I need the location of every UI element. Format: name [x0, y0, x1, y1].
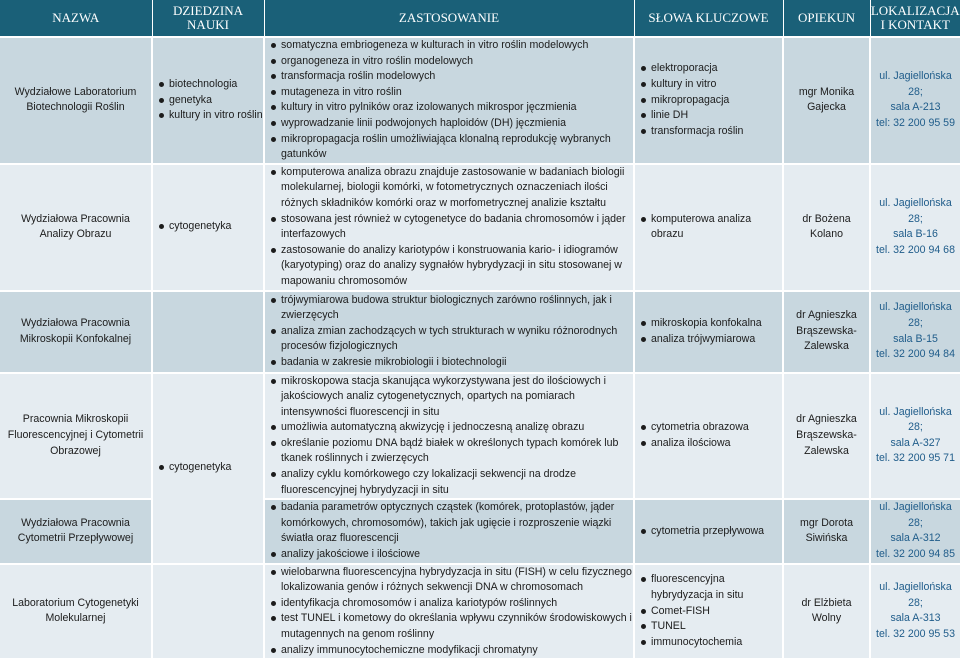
- lab-domains: [152, 373, 264, 564]
- keyword-item: analiza ilościowa: [641, 436, 782, 452]
- keyword-item: linie DH: [641, 108, 782, 124]
- domain-item: biotechnologia: [159, 77, 263, 93]
- location-address: ul. Jagiellońska 28;: [879, 501, 952, 529]
- keyword-item: TUNEL: [641, 619, 782, 635]
- header-location: LOKALIZACJA I KONTAKT: [870, 0, 960, 37]
- use-item: wielobarwna fluorescencyjna hybrydyzacja in situ (FISH) w celu fizycznego lokalizowania genów i różnych sekwencji DNA w chromosomach: [271, 565, 633, 596]
- header-supervisor: OPIEKUN: [783, 0, 870, 37]
- keyword-item: fluorescencyjna hybrydyzacja in situ: [641, 572, 782, 603]
- lab-name: Pracownia Mikroskopii Fluorescencyjnej i Cytometrii Obrazowej: [0, 373, 152, 500]
- lab-name: Laboratorium Cytogenetyki Molekularnej: [0, 564, 152, 660]
- use-item: kultury in vitro pylników oraz izolowanych mikrospor jęczmienia: [271, 100, 633, 116]
- table-row: [0, 564, 960, 660]
- location-phone: tel. 32 200 94 85: [876, 548, 955, 561]
- table-row: [0, 164, 960, 291]
- keyword-item: cytometria przepływowa: [641, 524, 782, 540]
- header-keywords: SŁOWA KLUCZOWE: [634, 0, 783, 37]
- lab-uses: [264, 164, 634, 291]
- keyword-item: mikropropagacja: [641, 93, 782, 109]
- lab-keywords: [634, 564, 783, 660]
- location-phone: tel. 32 200 94 84: [876, 348, 955, 361]
- header-uses: ZASTOSOWANIE: [264, 0, 634, 37]
- use-item: analizy jakościowe i ilościowe: [271, 547, 633, 563]
- domain-item: kultury in vitro roślin: [159, 108, 263, 124]
- header-domain: DZIEDZINA NAUKI: [152, 0, 264, 37]
- use-item: mikropropagacja roślin umożliwiająca klonalną reprodukcję wybranych gatunków: [271, 132, 633, 163]
- use-item: mutageneza in vitro roślin: [271, 85, 633, 101]
- lab-domains: [152, 291, 264, 373]
- location-room: sala A-312: [890, 532, 941, 545]
- use-item: zastosowanie do analizy kariotypów i konstruowania kario- i idiogramów (karyotyping) oraz do analizy sygnałów hybrydyzacji in situ stosowanej w mapowaniu chromosomów: [271, 243, 633, 290]
- use-item: identyfikacja chromosomów i analiza kariotypów roślinnych: [271, 596, 633, 612]
- lab-domains: [152, 164, 264, 291]
- domain-item: cytogenetyka: [159, 219, 263, 235]
- lab-keywords: [634, 37, 783, 164]
- location-phone: tel. 32 200 95 53: [876, 628, 955, 640]
- location-phone: tel: 32 200 95 59: [876, 116, 955, 129]
- keyword-item: transformacja roślin: [641, 124, 782, 140]
- domain-item: genetyka: [159, 93, 263, 109]
- lab-name: Wydziałowe Laboratorium Biotechnologii Roślin: [0, 37, 152, 164]
- use-item: transformacja roślin modelowych: [271, 69, 633, 85]
- location-room: sala A-313: [890, 612, 941, 625]
- lab-domains: [152, 37, 264, 164]
- lab-name: Wydziałowa Pracownia Analizy Obrazu: [0, 164, 152, 291]
- location-room: sala B-16: [893, 228, 938, 241]
- location-phone: tel. 32 200 95 71: [876, 452, 955, 465]
- use-item: organogeneza in vitro roślin modelowych: [271, 54, 633, 70]
- lab-keywords: [634, 373, 783, 500]
- lab-location: [870, 291, 960, 373]
- lab-supervisor: mgr Monika Gajecka: [783, 37, 870, 164]
- location-address: ul. Jagiellońska 28;: [879, 70, 952, 98]
- lab-uses: [264, 373, 634, 500]
- keyword-item: analiza trójwymiarowa: [641, 332, 782, 348]
- location-phone: tel. 32 200 94 68: [876, 243, 955, 256]
- location-address: ul. Jagiellońska 28;: [879, 581, 952, 609]
- use-item: analiza zmian zachodzących w tych strukturach w wyniku różnorodnych procesów fizjologicznych: [271, 324, 633, 355]
- lab-keywords: [634, 499, 783, 563]
- use-item: określanie poziomu DNA bądź białek w określonych typach komórek lub tkanek roślinnych i zwierzęcych: [271, 436, 633, 467]
- keyword-item: cytometria obrazowa: [641, 420, 782, 436]
- lab-keywords: [634, 291, 783, 373]
- header-row: [0, 0, 960, 37]
- location-room: sala B-15: [893, 332, 938, 345]
- keyword-item: kultury in vitro: [641, 77, 782, 93]
- use-item: mikroskopowa stacja skanująca wykorzystywana jest do ilościowych i jakościowych analiz cytogenetycznych, opartych na pomiarach intensywności fluorescencji in situ: [271, 374, 633, 421]
- use-item: stosowana jest również w cytogenetyce do badania chromosomów i jąder interfazowych: [271, 212, 633, 243]
- lab-domains: [152, 564, 264, 660]
- table-row: [0, 499, 960, 563]
- lab-uses: [264, 499, 634, 563]
- lab-name: Wydziałowa Pracownia Cytometrii Przepływowej: [0, 499, 152, 563]
- lab-uses: [264, 37, 634, 164]
- location-address: ul. Jagiellońska 28;: [879, 301, 952, 329]
- domain-item: cytogenetyka: [159, 460, 263, 476]
- location-room: sala A-327: [890, 436, 941, 449]
- lab-name: Wydziałowa Pracownia Mikroskopii Konfokalnej: [0, 291, 152, 373]
- keyword-item: immunocytochemia: [641, 635, 782, 651]
- use-item: umożliwia automatyczną akwizycję i jednoczesną analizę obrazu: [271, 420, 633, 436]
- lab-location: [870, 499, 960, 563]
- use-item: trójwymiarowa budowa struktur biologicznych zarówno roślinnych, jak i zwierzęcych: [271, 293, 633, 324]
- use-item: test TUNEL i kometowy do określania wpływu czynników środowiskowych i mutagennych na genom roślinny: [271, 611, 633, 642]
- lab-location: [870, 37, 960, 164]
- table-row: [0, 373, 960, 500]
- keyword-item: Comet-FISH: [641, 604, 782, 620]
- use-item: analizy immunocytochemiczne modyfikacji chromatyny: [271, 643, 633, 659]
- use-item: badania w zakresie mikrobiologii i biotechnologii: [271, 355, 633, 371]
- lab-uses: [264, 564, 634, 660]
- keyword-item: komputerowa analiza obrazu: [641, 212, 782, 243]
- location-address: ul. Jagiellońska 28;: [879, 405, 952, 434]
- lab-supervisor: dr Agnieszka Brąszewska-Zalewska: [783, 373, 870, 500]
- lab-keywords: [634, 164, 783, 291]
- keyword-item: elektroporacja: [641, 61, 782, 77]
- lab-supervisor: dr Bożena Kolano: [783, 164, 870, 291]
- location-address: ul. Jagiellońska 28;: [879, 196, 952, 225]
- header-name: NAZWA: [0, 0, 152, 37]
- lab-uses: [264, 291, 634, 373]
- lab-location: [870, 564, 960, 660]
- use-item: analizy cyklu komórkowego czy lokalizacji sekwencji na drodze fluorescencyjnej hybrydyzacji in situ: [271, 467, 633, 498]
- table-row: [0, 291, 960, 373]
- keyword-item: mikroskopia konfokalna: [641, 316, 782, 332]
- location-room: sala A-213: [890, 101, 941, 114]
- use-item: komputerowa analiza obrazu znajduje zastosowanie w badaniach biologii molekularnej, biologii komórki, w fotometrycznych oznaczeniach ilości różnych składników komórki oraz w morfometrycznej analizie kształtu: [271, 165, 633, 212]
- table-row: [0, 37, 960, 164]
- use-item: somatyczna embriogeneza w kulturach in vitro roślin modelowych: [271, 38, 633, 54]
- lab-location: [870, 373, 960, 500]
- use-item: wyprowadzanie linii podwojonych haploidów (DH) jęczmienia: [271, 116, 633, 132]
- lab-supervisor: mgr Dorota Siwińska: [783, 499, 870, 563]
- lab-supervisor: dr Agnieszka Brąszewska-Zalewska: [783, 291, 870, 373]
- lab-supervisor: dr Elżbieta Wolny: [783, 564, 870, 660]
- lab-location: [870, 164, 960, 291]
- use-item: badania parametrów optycznych cząstek (komórek, protoplastów, jąder komórkowych, chromosomów), takich jak ugięcie i rozproszenie wiązki światła oraz fluorescencji: [271, 500, 633, 547]
